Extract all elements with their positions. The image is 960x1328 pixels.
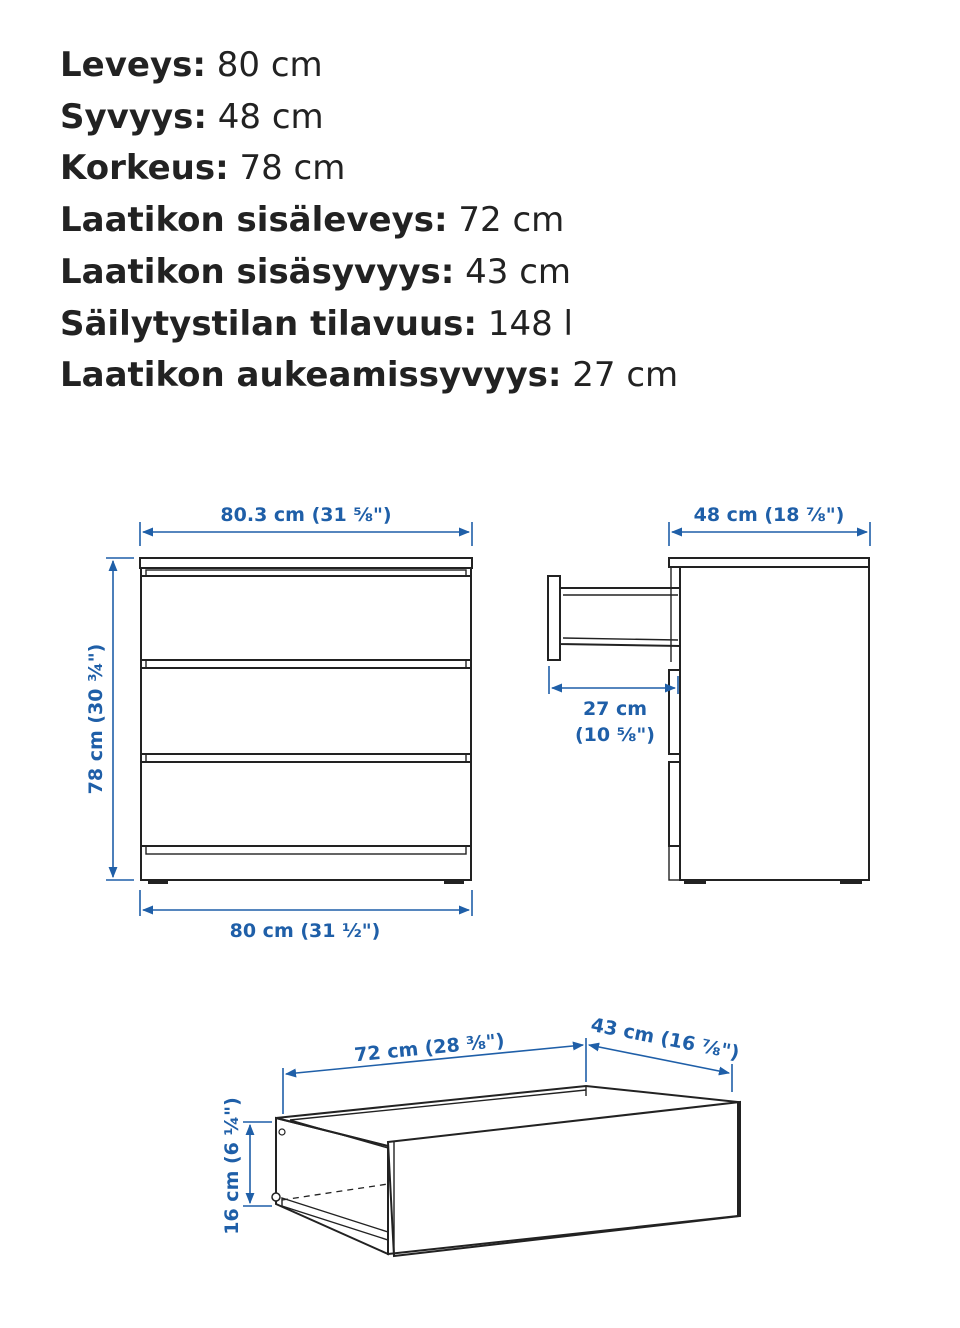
spec-label: Laatikon aukeamissyvyys: — [60, 355, 562, 396]
spec-value: 27 cm — [572, 355, 679, 396]
drawer-view — [221, 1014, 741, 1256]
spec-label: Laatikon sisäleveys: — [60, 200, 448, 241]
screw — [279, 1129, 285, 1135]
drawer-front-panel — [388, 1102, 740, 1256]
front-bottom-width-label: 80 cm (31 ½") — [229, 920, 381, 942]
drawer-runner — [282, 1198, 388, 1240]
drawer-gap — [146, 660, 466, 668]
foot — [840, 879, 862, 884]
foot — [444, 879, 464, 884]
front-height-label: 78 cm (30 ¾") — [85, 643, 107, 795]
drawer-outline — [276, 1086, 738, 1254]
spec-value: 78 cm — [239, 148, 346, 189]
foot — [684, 879, 706, 884]
side-depth-label: 48 cm (18 ⅞") — [693, 504, 845, 526]
opening-depth-label-line2: (10 ⅝") — [575, 724, 655, 746]
carcass — [141, 568, 471, 880]
spec-label: Korkeus: — [60, 148, 229, 189]
spec-value: 43 cm — [465, 251, 572, 292]
drawer-front-profile — [669, 762, 680, 846]
plinth-profile — [669, 846, 680, 880]
drawer-inner-line — [563, 638, 678, 640]
back-top-edge — [290, 1090, 586, 1120]
spec-label: Leveys: — [60, 45, 206, 85]
drawer-depth-label: 43 cm (16 ⅞") — [589, 1013, 742, 1065]
spec-value: 72 cm — [458, 200, 565, 241]
drawer-front-1 — [141, 576, 471, 660]
spec-value: 48 cm — [217, 96, 324, 137]
spec-label: Säilytystilan tilavuus: — [60, 303, 478, 344]
side-panel — [680, 567, 869, 880]
drawer-gap — [146, 754, 466, 762]
drawer-front-3 — [141, 762, 471, 846]
top-panel — [140, 558, 472, 568]
drawer-width-label: 72 cm (28 ⅜") — [353, 1029, 506, 1067]
top-panel — [669, 558, 869, 567]
spec-label: Syvyys: — [60, 96, 207, 137]
inner-side-edge — [290, 1120, 388, 1148]
front-top-width-label: 80.3 cm (31 ⅝") — [220, 504, 392, 526]
open-drawer-box — [560, 588, 680, 646]
runner-wheel — [272, 1193, 280, 1201]
drawer-front-2 — [141, 668, 471, 754]
spec-label: Laatikon sisäsyvyys: — [60, 251, 455, 292]
spec-value: 80 cm — [216, 45, 323, 85]
hidden-edge — [282, 1184, 388, 1200]
spec-value: 148 l — [487, 303, 573, 344]
opening-depth-label-line1: 27 cm — [582, 698, 648, 720]
foot — [148, 879, 168, 884]
front-view — [85, 504, 472, 942]
side-view — [548, 504, 870, 884]
plinth — [146, 846, 466, 854]
drawer-height-label: 16 cm (6 ¼") — [221, 1097, 243, 1235]
open-drawer-front — [548, 576, 560, 660]
